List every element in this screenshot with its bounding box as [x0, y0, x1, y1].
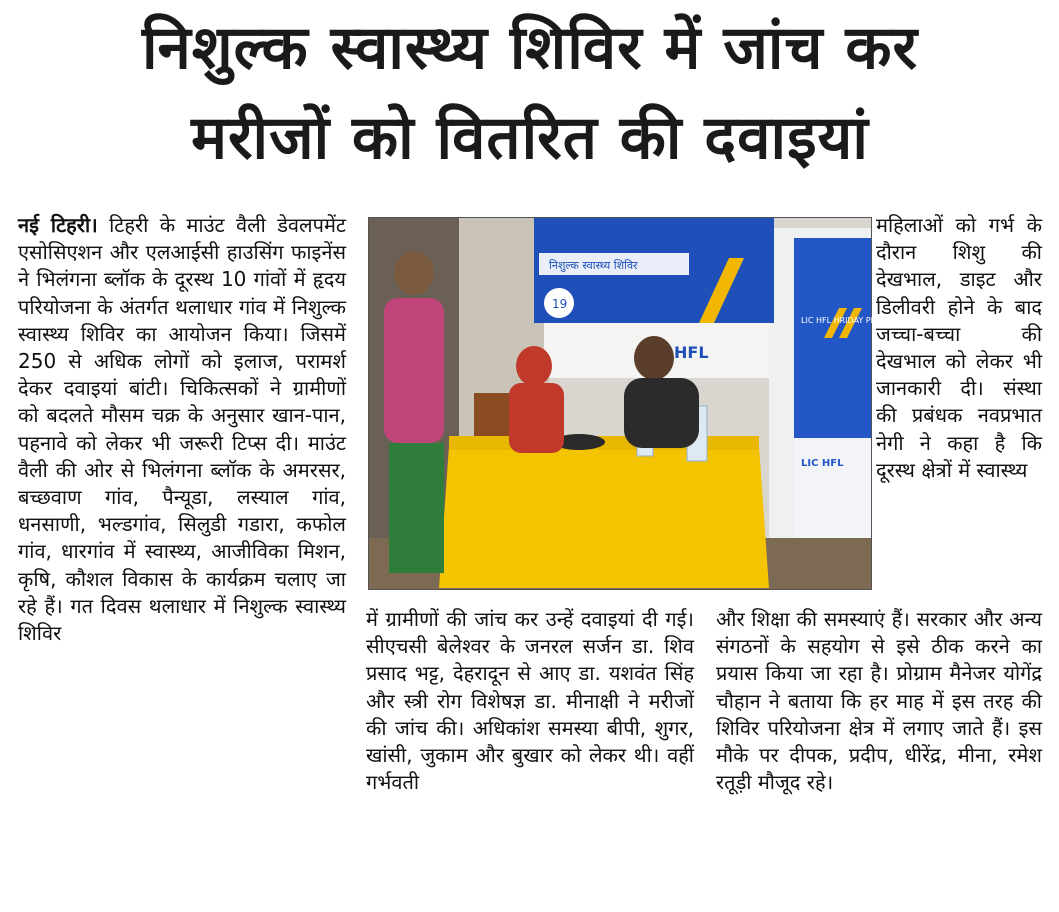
headline-line-2: मरीजों को वितरित की दवाइयां: [191, 103, 869, 173]
banner-date: 19: [552, 297, 568, 311]
standee-title: LIC HFL HRIDAY PROJ: [801, 316, 885, 325]
article-column-1: [18, 212, 346, 647]
banner-logo: HFL: [674, 343, 709, 362]
article-column-3-bottom: और शिक्षा की समस्याएं हैं। सरकार और अन्य संगठनों के सहयोग से इसे ठीक करने का प्रयास किया जा रहा है। प्रोग्राम मैनेजर योगेंद्र चौहान ने बताया कि हर माह में इस तरह की शिविर परियोजना क्षेत्र में लगाए जाते हैं। इस मौके पर दीपक, प्रदीप, धीरेंद्र, मीना, रमेश रतूड़ी मौजूद रहे।: [716, 607, 1042, 795]
column-1-text: टिहरी के माउंट वैली डेवलपमेंट एसोसिएशन और एलआईसी हाउसिंग फाइनेंस ने भिलंगना ब्लॉक के दूरस्थ 10 गांवों में हृदय परियोजना के अंतर्गत थलाधार गांव में निशुल्क स्वास्थ्य शिविर का आयोजन किया। जिसमें 250 से अधिक लोगों को इलाज, परामर्श देकर दवाइयां बांटी। चिकित्सकों ने ग्रामीणों को बदलते मौसम चक्र के अनुसार खान-पान, पहनावे को लेकर भी जरूरी टिप्स दी। माउंट वैली की ओर से भिलंगना ब्लॉक के अमरसर, बच्छवाण गांव, पैन्यूडा, लस्याल गांव, धनसाणी, भल्डगांव, सिलुडी गडारा, कफोल गांव, धारगांव में स्वास्थ्य, आजीविका मिशन, कृषि, कौशल विकास के कार्यक्रम चलाए जा रहे हैं। गत दिवस थलाधार में निशुल्क स्वास्थ्य शिविर: [18, 213, 346, 646]
news-photo: [368, 217, 885, 590]
article-column-3-top: महिलाओं को गर्भ के दौरान शिशु की देखभाल, डाइट और डिलीवरी होने के बाद जच्चा-बच्चा की देखभाल को लेकर भी जानकारी दी। संस्था की प्रबंधक नवप्रभात नेगी ने कहा है कि दूरस्थ क्षेत्रों में स्वास्थ्य: [876, 213, 1042, 482]
banner-text: निशुल्क स्वास्थ्य शिविर: [549, 259, 638, 272]
article-column-2: में ग्रामीणों की जांच कर उन्हें दवाइयां दी गई। सीएचसी बेलेश्वर के जनरल सर्जन डा. शिव प्रसाद भट्ट, देहरादून से आए डा. यशवंत सिंह और स्त्री रोग विशेषज्ञ डा. मीनाक्षी ने मरीजों की जांच की। अधिकांश समस्या बीपी, शुगर, खांसी, जुकाम और बुखार को लेकर थी। वहीं गर्भवती: [366, 607, 694, 795]
standee-logo: LIC HFL: [801, 458, 844, 469]
headline: [10, 4, 1050, 184]
dateline: नई टिहरी।: [18, 213, 98, 237]
headline-line-1: निशुल्क स्वास्थ्य शिविर में जांच कर: [141, 13, 918, 83]
